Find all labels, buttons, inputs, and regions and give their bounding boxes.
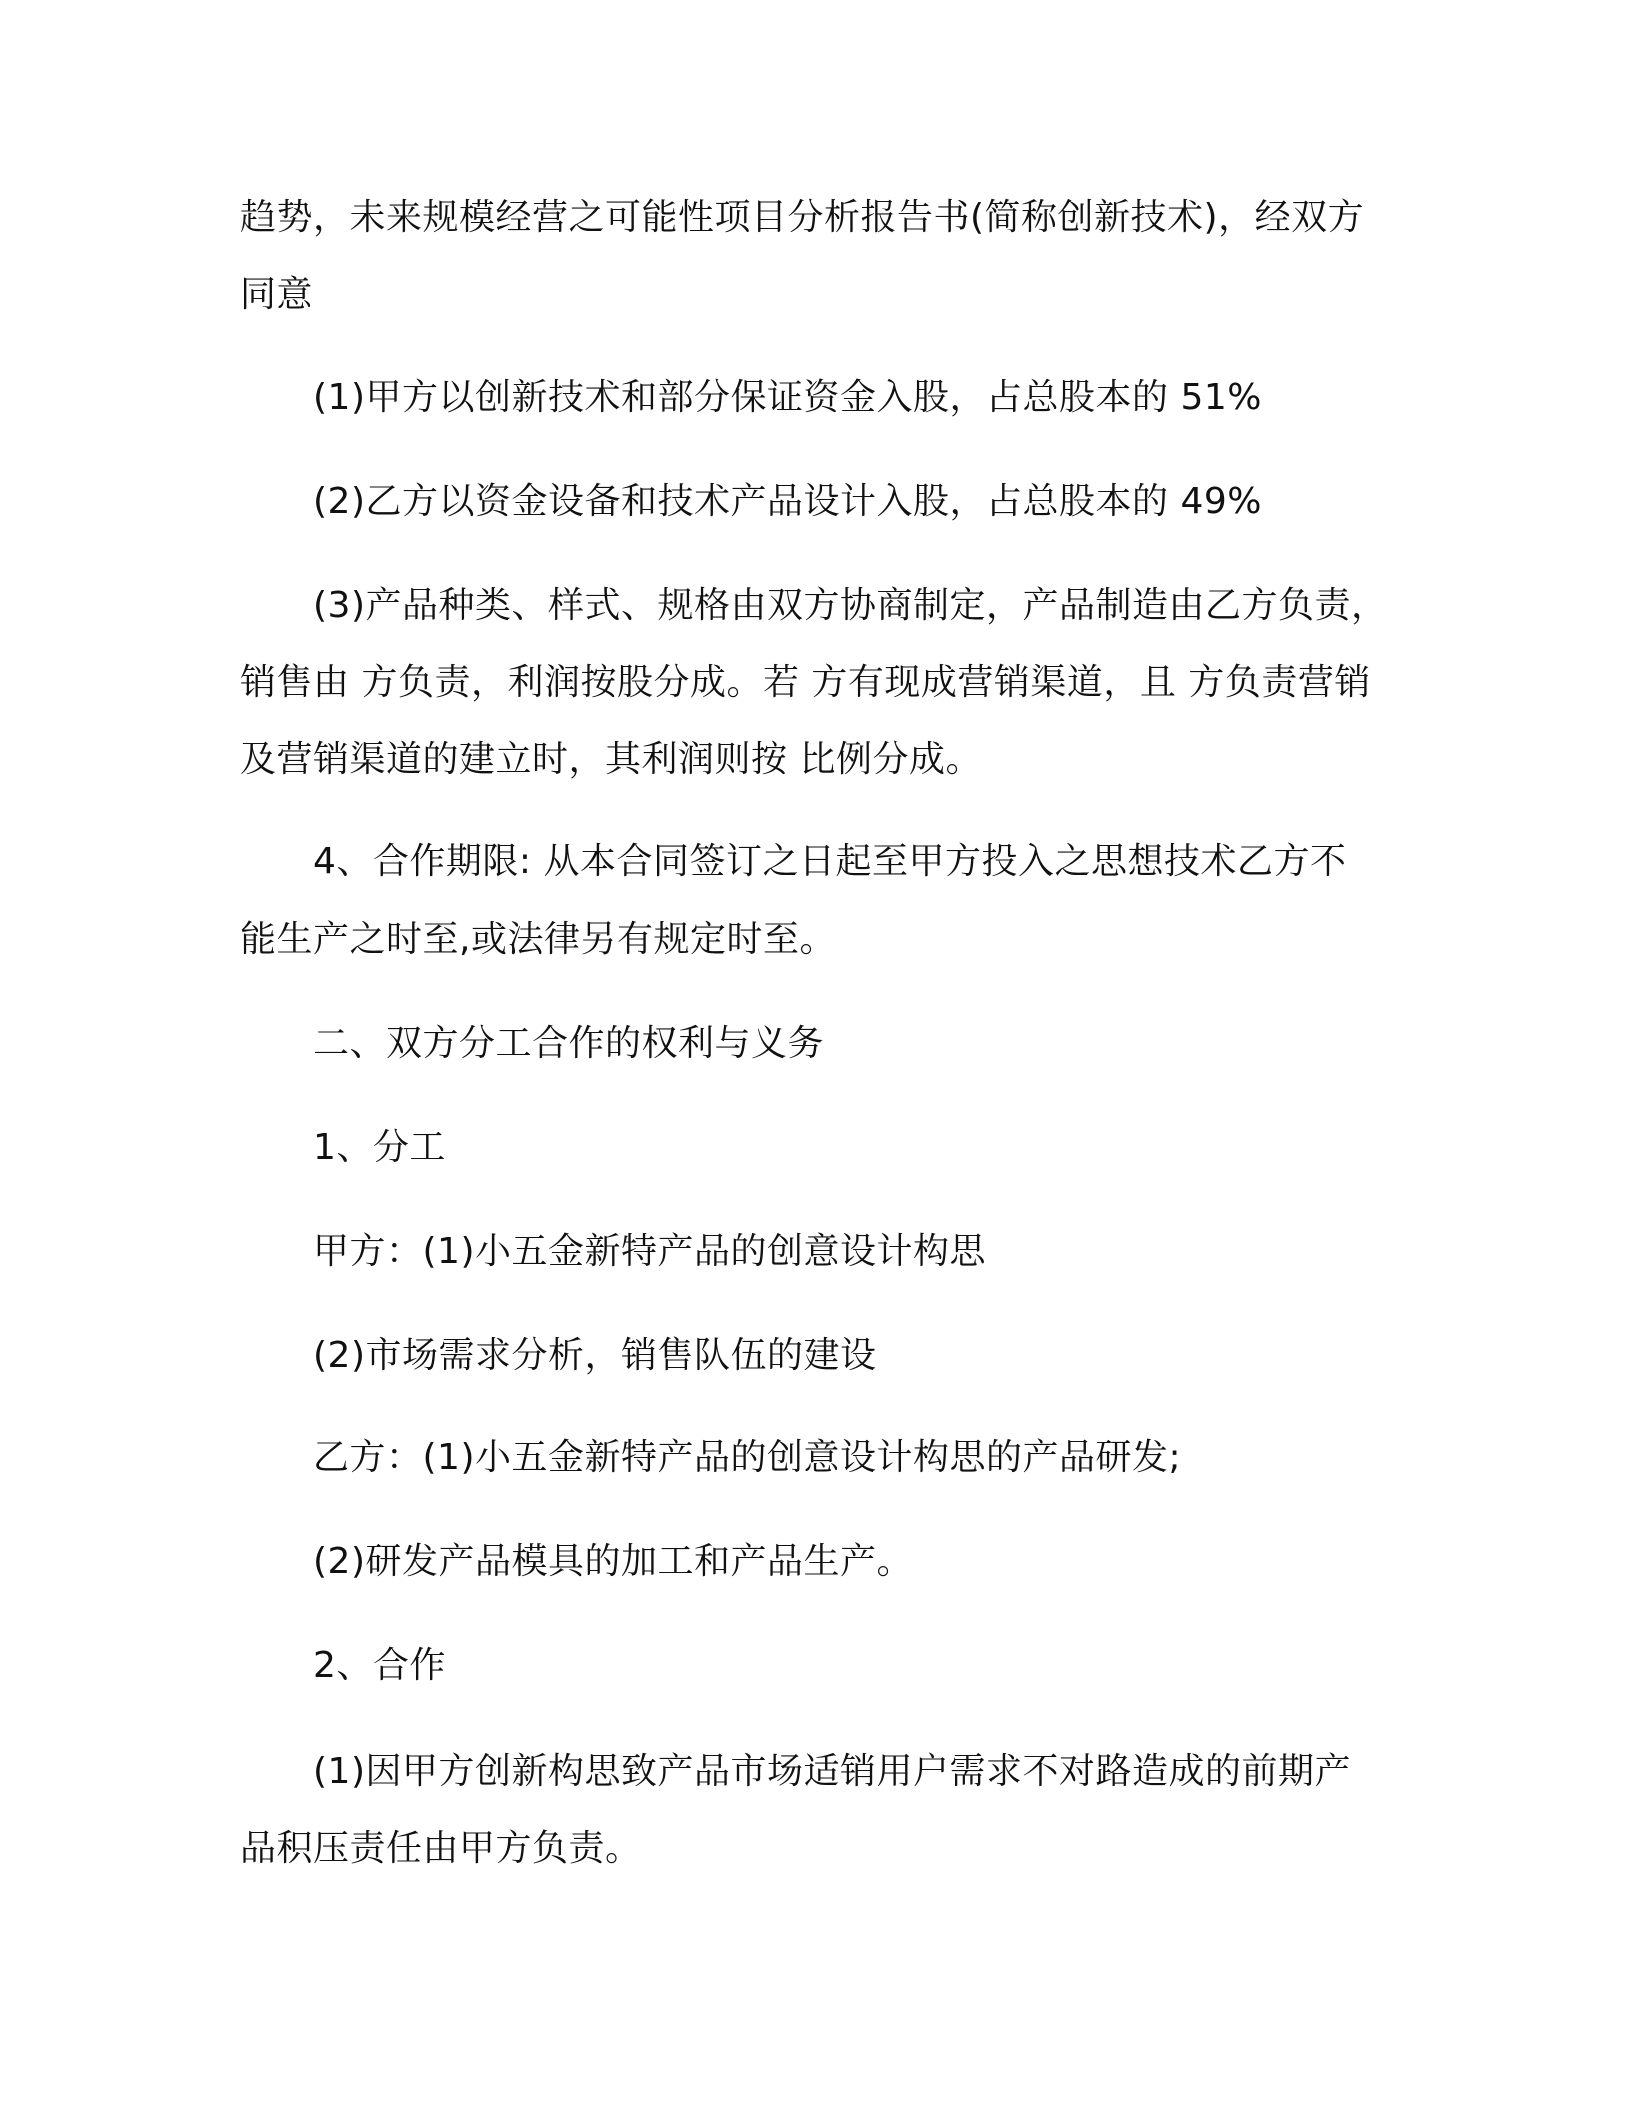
text-line: 能生产之时至,或法律另有规定时至。 [240, 919, 836, 960]
party-b-duty: 乙方：(1)小五金新特产品的创意设计构思的产品研发; [313, 1437, 1182, 1478]
subsection-heading: 2、合作 [313, 1645, 446, 1686]
clause-2: (2)乙方以资金设备和技术产品设计入股，占总股本的 49% [313, 481, 1262, 522]
text-line: 趋势，未来规模经营之可能性项目分析报告书(简称创新技术)，经双方 [240, 197, 1365, 238]
text-line: 同意 [240, 274, 314, 315]
cooperation-term: 4、合作期限: 从本合同签订之日起至甲方投入之思想技术乙方不 [313, 841, 1347, 882]
party-a-duty: (2)市场需求分析，销售队伍的建设 [313, 1335, 877, 1376]
clause-1: (1)甲方以创新技术和部分保证资金入股，占总股本的 51% [313, 377, 1262, 418]
subsection-heading: 1、分工 [313, 1127, 446, 1168]
text-line: 及营销渠道的建立时，其利润则按 比例分成。 [240, 739, 982, 780]
clause-3: (3)产品种类、样式、规格由双方协商制定，产品制造由乙方负责， [313, 585, 1388, 626]
section-heading: 二、双方分工合作的权利与义务 [313, 1023, 825, 1064]
party-a-duty: 甲方：(1)小五金新特产品的创意设计构思 [313, 1231, 986, 1272]
text-line: 销售由 方负责，利润按股分成。若 方有现成营销渠道，且 方负责营销 [240, 662, 1371, 703]
party-b-duty: (2)研发产品模具的加工和产品生产。 [313, 1541, 913, 1582]
cooperation-clause: (1)因甲方创新构思致产品市场适销用户需求不对路造成的前期产 [313, 1751, 1351, 1792]
text-line: 品积压责任由甲方负责。 [240, 1828, 642, 1869]
